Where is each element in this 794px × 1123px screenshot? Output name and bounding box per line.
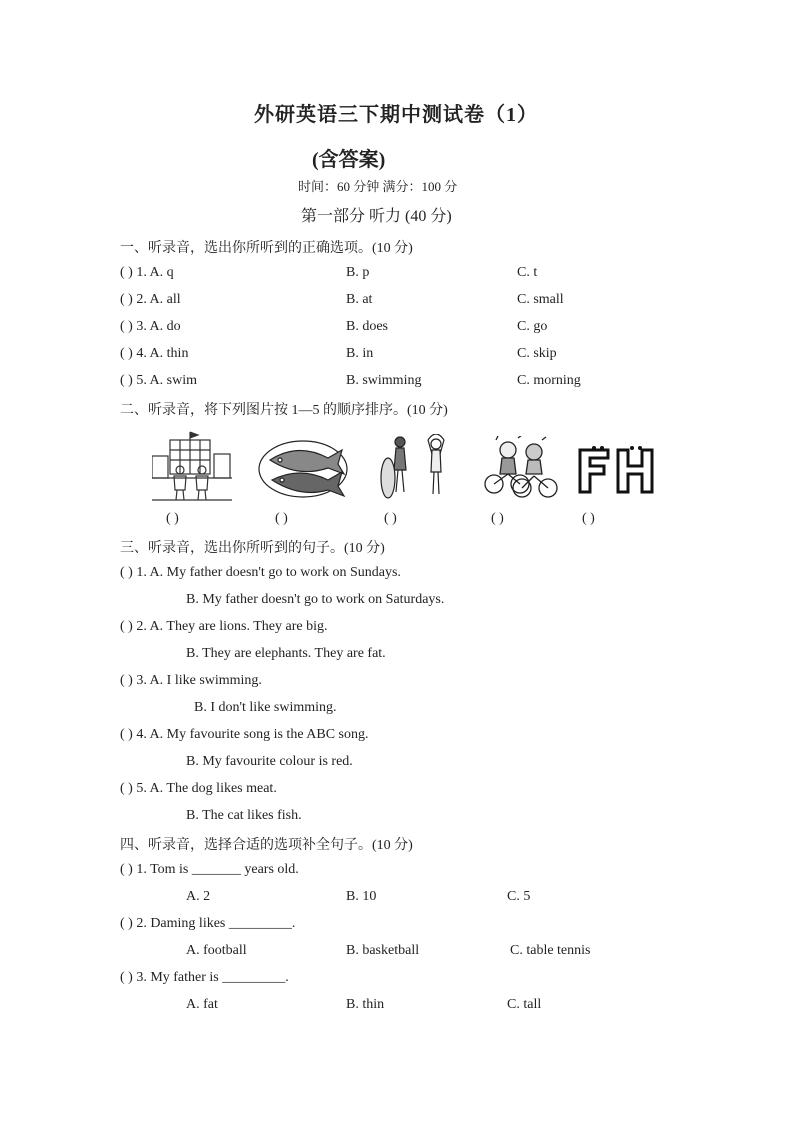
- exam-info: 时间：60 分钟 满分：100 分: [298, 179, 458, 194]
- part-heading: 第一部分 听力 (40 分): [301, 208, 452, 225]
- s4-question-2: ( ) 2. Daming likes _________.: [120, 916, 296, 931]
- section-3-heading: 三、听录音，选出你所听到的句子。(10 分): [120, 541, 385, 556]
- question-1-a: ( ) 1. A. q: [120, 265, 174, 280]
- s4-question-1: ( ) 1. Tom is _______ years old.: [120, 862, 299, 877]
- s3-question-1-b: B. My father doesn't go to work on Saturdays.: [186, 592, 445, 607]
- question-4-a: ( ) 4. A. thin: [120, 346, 189, 361]
- s4-question-3-b: B. thin: [346, 997, 385, 1012]
- fish-icon: [258, 438, 348, 500]
- page-title: 外研英语三下期中测试卷（1）: [254, 104, 538, 126]
- bicycles-icon: [482, 436, 558, 500]
- page-subtitle: (含答案): [312, 149, 386, 171]
- s3-question-2-b: B. They are elephants. They are fat.: [186, 646, 386, 661]
- school-gate-icon: [152, 430, 232, 502]
- question-3-b: B. does: [346, 319, 388, 334]
- children-skipping-icon: [378, 434, 450, 502]
- s3-question-5-b: B. The cat likes fish.: [186, 808, 302, 823]
- question-3-c: C. go: [517, 319, 548, 334]
- s4-question-2-a: A. football: [186, 943, 247, 958]
- picture-4-answer[interactable]: ( ): [491, 511, 504, 526]
- picture-5-answer[interactable]: ( ): [582, 511, 595, 526]
- section-4-heading: 四、听录音，选择合适的选项补全句子。(10 分): [120, 838, 413, 853]
- question-1-b: B. p: [346, 265, 370, 280]
- s3-question-4-a: ( ) 4. A. My favourite song is the ABC song.: [120, 727, 369, 742]
- picture-1-answer[interactable]: ( ): [166, 511, 179, 526]
- question-3-a: ( ) 3. A. do: [120, 319, 181, 334]
- s4-question-2-c: C. table tennis: [510, 943, 591, 958]
- s4-question-3-c: C. tall: [507, 997, 542, 1012]
- question-4-c: C. skip: [517, 346, 557, 361]
- s3-question-3-a: ( ) 3. A. I like swimming.: [120, 673, 262, 688]
- s4-question-1-c: C. 5: [507, 889, 531, 904]
- question-2-c: C. small: [517, 292, 564, 307]
- s4-question-1-b: B. 10: [346, 889, 377, 904]
- question-2-b: B. at: [346, 292, 373, 307]
- picture-2-answer[interactable]: ( ): [275, 511, 288, 526]
- section-2-heading: 二、听录音，将下列图片按 1—5 的顺序排序。(10 分): [120, 403, 448, 418]
- question-2-a: ( ) 2. A. all: [120, 292, 181, 307]
- s3-question-5-a: ( ) 5. A. The dog likes meat.: [120, 781, 277, 796]
- question-1-c: C. t: [517, 265, 538, 280]
- picture-3-answer[interactable]: ( ): [384, 511, 397, 526]
- s3-question-3-b: B. I don't like swimming.: [194, 700, 337, 715]
- section-1-heading: 一、听录音，选出你所听到的正确选项。(10 分): [120, 241, 413, 256]
- s4-question-2-b: B. basketball: [346, 943, 420, 958]
- s3-question-2-a: ( ) 2. A. They are lions. They are big.: [120, 619, 328, 634]
- s4-question-1-a: A. 2: [186, 889, 211, 904]
- s4-question-3: ( ) 3. My father is _________.: [120, 970, 289, 985]
- letters-fh-icon: [574, 444, 658, 498]
- question-5-b: B. swimming: [346, 373, 422, 388]
- question-5-c: C. morning: [517, 373, 581, 388]
- s3-question-1-a: ( ) 1. A. My father doesn't go to work on Sundays.: [120, 565, 401, 580]
- question-4-b: B. in: [346, 346, 374, 361]
- s3-question-4-b: B. My favourite colour is red.: [186, 754, 353, 769]
- question-5-a: ( ) 5. A. swim: [120, 373, 197, 388]
- s4-question-3-a: A. fat: [186, 997, 218, 1012]
